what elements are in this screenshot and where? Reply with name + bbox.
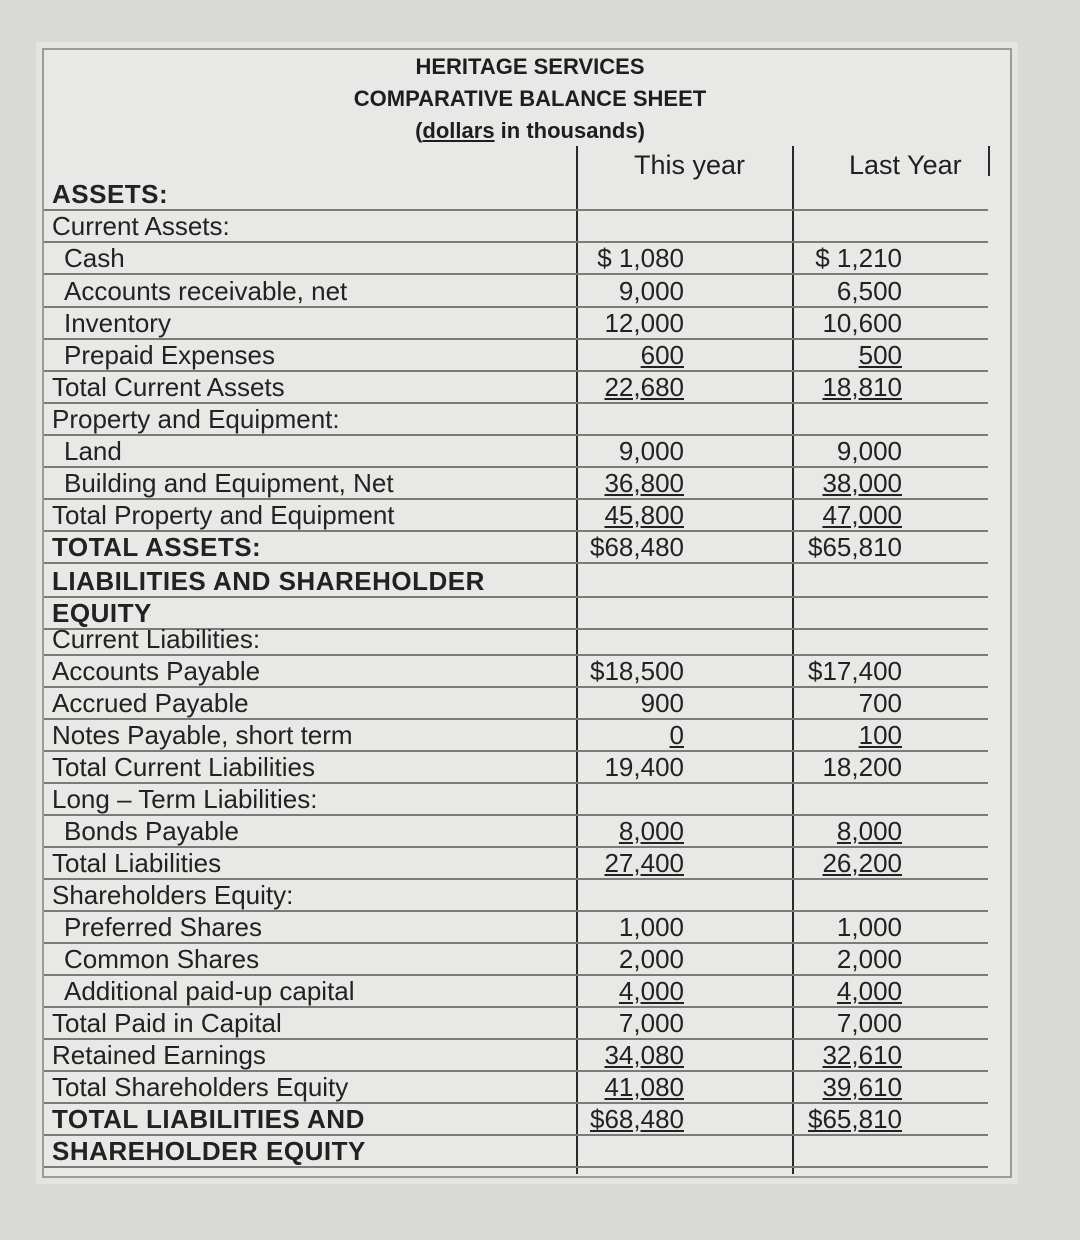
table-row — [44, 467, 1010, 499]
value-this-year: 27,400 — [604, 848, 684, 878]
value-last-year: 7,000 — [836, 1008, 902, 1038]
value-last-year: 39,610 — [822, 1072, 902, 1102]
row-label: TOTAL ASSETS: — [52, 532, 262, 562]
row-label: Long – Term Liabilities: — [52, 784, 318, 814]
value-this-year: 7,000 — [618, 1008, 684, 1038]
value-this-year: 36,800 — [604, 468, 684, 498]
value-this-year: 22,680 — [604, 372, 684, 402]
row-label: Current Assets: — [52, 211, 230, 241]
table-row — [44, 687, 1010, 719]
value-this-year: $18,500 — [590, 656, 684, 686]
table-row — [44, 1007, 1010, 1039]
value-last-year: 18,200 — [822, 752, 902, 782]
table-row — [44, 242, 1010, 274]
value-last-year: 8,000 — [836, 816, 902, 846]
value-last-year: 4,000 — [836, 976, 902, 1006]
row-label: Total Current Liabilities — [52, 752, 316, 782]
row-label: Prepaid Expenses — [64, 340, 276, 370]
units-link: dollars — [422, 118, 495, 143]
row-label: Bonds Payable — [64, 816, 239, 846]
sheet-title: COMPARATIVE BALANCE SHEET — [353, 86, 707, 111]
table-row — [44, 847, 1010, 879]
units-note: (dollars in thousands) — [415, 118, 645, 143]
row-label: Accrued Payable — [52, 688, 249, 718]
row-label: Shareholders Equity: — [52, 880, 294, 910]
row-label: Accounts receivable, net — [64, 276, 348, 306]
value-last-year: $ 1,210 — [815, 243, 902, 273]
row-label: TOTAL LIABILITIES AND — [52, 1104, 365, 1134]
table-row — [44, 815, 1010, 847]
table-row — [44, 339, 1010, 371]
row-label: Total Current Assets — [52, 372, 285, 402]
table-row — [44, 371, 1010, 403]
row-label: SHAREHOLDER EQUITY — [52, 1136, 366, 1166]
row-label: Land — [64, 436, 122, 466]
row-label: Total Liabilities — [52, 848, 222, 878]
row-label: Current Liabilities: — [52, 624, 261, 654]
value-this-year: 2,000 — [618, 944, 684, 974]
table-row — [44, 1071, 1010, 1103]
value-this-year: $68,480 — [590, 1104, 684, 1134]
row-divider — [44, 562, 988, 564]
table-row — [44, 403, 1010, 435]
table-row — [44, 435, 1010, 467]
balance-sheet — [42, 48, 1012, 1178]
value-last-year: 9,000 — [836, 436, 902, 466]
table-row — [44, 623, 1010, 655]
table-row — [44, 210, 1010, 242]
table-row — [44, 783, 1010, 815]
value-this-year: 1,000 — [618, 912, 684, 942]
value-this-year: 0 — [669, 720, 684, 750]
value-last-year: 2,000 — [836, 944, 902, 974]
value-last-year: 32,610 — [822, 1040, 902, 1070]
table-row — [44, 719, 1010, 751]
table-row — [44, 655, 1010, 687]
row-label: Property and Equipment: — [52, 404, 340, 434]
table-row — [44, 178, 1010, 210]
table-row — [44, 911, 1010, 943]
value-this-year: 12,000 — [604, 308, 684, 338]
value-this-year: 600 — [640, 340, 684, 370]
value-this-year: $ 1,080 — [597, 243, 684, 273]
value-this-year: 4,000 — [618, 976, 684, 1006]
row-label: Preferred Shares — [64, 912, 262, 942]
value-last-year: 10,600 — [822, 308, 902, 338]
row-label: Total Property and Equipment — [52, 500, 395, 530]
table-row — [44, 499, 1010, 531]
table-row — [44, 565, 1010, 597]
table-row — [44, 531, 1010, 563]
company-name: HERITAGE SERVICES — [415, 54, 645, 79]
row-label: Inventory — [64, 308, 171, 338]
value-this-year: $68,480 — [590, 532, 684, 562]
row-divider — [44, 1166, 988, 1168]
table-row — [44, 275, 1010, 307]
value-this-year: 9,000 — [618, 436, 684, 466]
value-last-year: 6,500 — [836, 276, 902, 306]
value-last-year: 38,000 — [822, 468, 902, 498]
value-last-year: 1,000 — [836, 912, 902, 942]
table-row — [44, 943, 1010, 975]
table-row — [44, 1135, 1010, 1167]
row-label: EQUITY — [52, 598, 152, 628]
table-row — [44, 975, 1010, 1007]
table-row — [44, 751, 1010, 783]
row-label: Common Shares — [64, 944, 260, 974]
column-header-this-year: This year — [634, 150, 746, 180]
row-label: ASSETS: — [52, 179, 169, 209]
value-last-year: $65,810 — [808, 1104, 902, 1134]
value-last-year: 500 — [858, 340, 902, 370]
value-last-year: 700 — [858, 688, 902, 718]
value-last-year: $17,400 — [808, 656, 902, 686]
column-header-last-year: Last Year — [849, 150, 962, 180]
column-divider — [988, 146, 990, 176]
table-row — [44, 307, 1010, 339]
row-label: Accounts Payable — [52, 656, 261, 686]
row-label: Retained Earnings — [52, 1040, 266, 1070]
row-label: Cash — [64, 243, 125, 273]
row-label: Additional paid-up capital — [64, 976, 355, 1006]
value-this-year: 9,000 — [618, 276, 684, 306]
row-label: Notes Payable, short term — [52, 720, 353, 750]
value-last-year: $65,810 — [808, 532, 902, 562]
row-label: Building and Equipment, Net — [64, 468, 394, 498]
value-this-year: 900 — [640, 688, 684, 718]
table-row — [44, 879, 1010, 911]
value-last-year: 26,200 — [822, 848, 902, 878]
value-last-year: 47,000 — [822, 500, 902, 530]
value-this-year: 8,000 — [618, 816, 684, 846]
row-label: LIABILITIES AND SHAREHOLDER — [52, 566, 485, 596]
value-this-year: 34,080 — [604, 1040, 684, 1070]
row-label: Total Shareholders Equity — [52, 1072, 349, 1102]
table-row — [44, 1103, 1010, 1135]
value-this-year: 41,080 — [604, 1072, 684, 1102]
value-this-year: 45,800 — [604, 500, 684, 530]
value-last-year: 18,810 — [822, 372, 902, 402]
value-last-year: 100 — [858, 720, 902, 750]
row-label: Total Paid in Capital — [52, 1008, 282, 1038]
value-this-year: 19,400 — [604, 752, 684, 782]
table-row — [44, 1039, 1010, 1071]
